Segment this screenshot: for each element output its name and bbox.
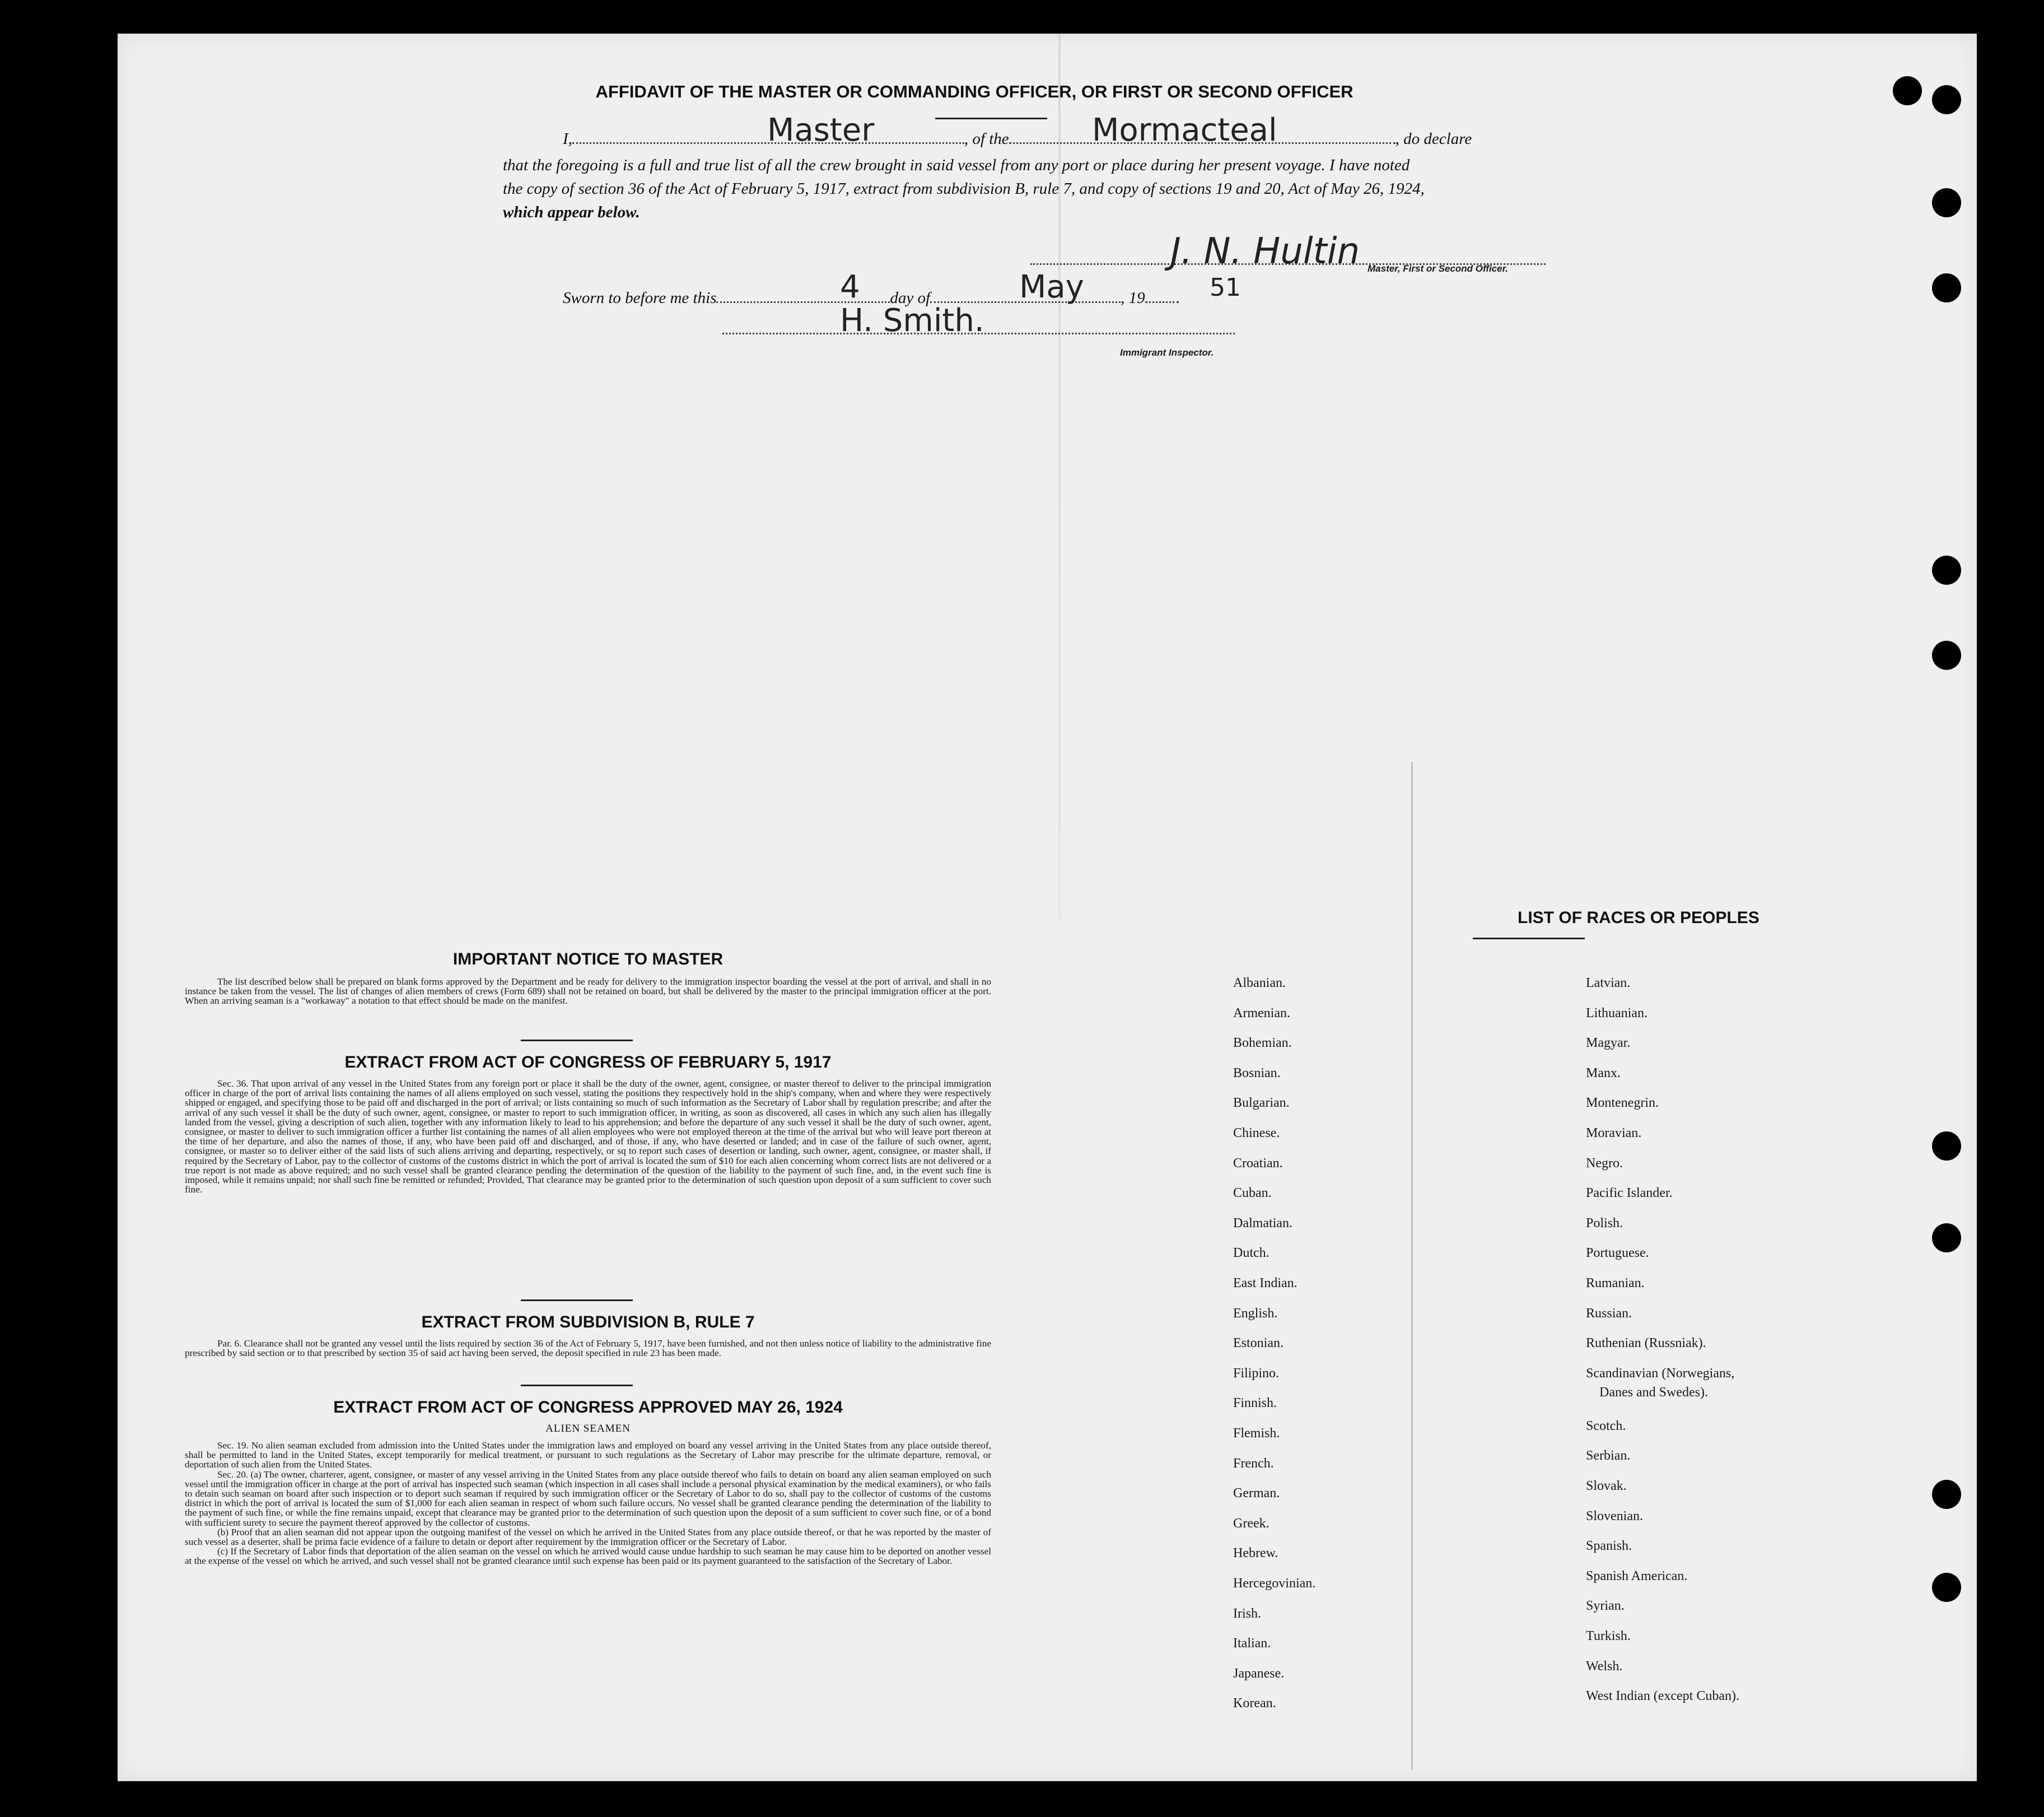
race-item: Polish. xyxy=(1586,1215,1623,1231)
extract-1924-text xyxy=(185,1441,991,1566)
race-item: Portuguese. xyxy=(1586,1246,1649,1261)
affidavit-prefix: I, xyxy=(563,130,572,148)
race-item: Russian. xyxy=(1586,1306,1632,1321)
extract-1917-text xyxy=(185,1079,991,1194)
extract-rule7-title: EXTRACT FROM SUBDIVISION B, RULE 7 xyxy=(421,1313,755,1331)
punch-hole xyxy=(1932,641,1961,670)
race-item: French. xyxy=(1233,1456,1274,1471)
race-item: Magyar. xyxy=(1586,1036,1631,1051)
punch-hole xyxy=(1893,76,1922,105)
race-item: Filipino. xyxy=(1233,1366,1280,1381)
races-title-rule xyxy=(1473,938,1585,939)
race-item: Manx. xyxy=(1586,1065,1621,1080)
race-item: Bulgarian. xyxy=(1233,1096,1290,1111)
document-page xyxy=(118,34,1977,1781)
sworn-year-prefix: , 19 xyxy=(1121,289,1145,307)
punch-hole xyxy=(1932,556,1961,585)
affidavit-line-1 xyxy=(563,130,1472,148)
race-item: Korean. xyxy=(1233,1696,1276,1711)
race-item: East Indian. xyxy=(1233,1276,1298,1290)
sec-20c-paragraph: (c) If the Secretary of Labor finds that deportation of the alien seaman on the vessel on which he arrived would cause undue hardship to such seaman he may cause him to be deported on another vessel at the expense of the vessel on which he arrived, and such vessel shall not be granted clearance until such expense has been paid or its payment guaranteed to the satisfaction of the Secretary of Labor. xyxy=(185,1546,991,1567)
extract-rule7-paragraph: Par. 6. Clearance shall not be granted any vessel until the lists required by section 36 of the Act of February 5, 1917, have been furnished, and not then unless notice of liability to the administrative fine prescribed by said section or to that prescribed by section 35 of said act having been served, the deposit specified in rule 23 has been made. xyxy=(185,1338,991,1359)
race-item: Latvian. xyxy=(1586,976,1631,990)
punch-hole xyxy=(1932,273,1961,302)
sec-20b-paragraph: (b) Proof that an alien seaman did not appear upon the outgoing manifest of the vessel on which he arrived in the United States from any place outside thereof, or that he was reported by the master of such vessel as a deserter, shall be prima facie evidence of a failure to detain or deport after requirement by the immigration officer or the Secretary of Labor. xyxy=(185,1526,991,1548)
punch-hole xyxy=(1932,85,1961,114)
race-item: Slovak. xyxy=(1586,1479,1627,1493)
punch-hole xyxy=(1932,188,1961,217)
race-item: Pacific Islander. xyxy=(1586,1186,1673,1201)
extract-1924-subtitle: ALIEN SEAMEN xyxy=(545,1423,631,1434)
notice-title: IMPORTANT NOTICE TO MASTER xyxy=(452,950,724,968)
race-item: Negro. xyxy=(1586,1156,1623,1171)
race-item: Cuban. xyxy=(1233,1186,1272,1201)
race-item: Hebrew. xyxy=(1233,1546,1278,1561)
vessel-handwritten: Mormacteal xyxy=(1092,112,1277,148)
race-item: Syrian. xyxy=(1586,1599,1625,1614)
punch-hole xyxy=(1932,1131,1961,1161)
signature-handwritten: J. N. Hultin xyxy=(1170,231,1360,272)
races-title: LIST OF RACES OR PEOPLES xyxy=(1518,908,1760,927)
sworn-prefix: Sworn to before me this xyxy=(563,289,717,307)
notice-paragraph: The list described below shall be prepared on blank forms approved by the Department and be ready for delivery to the immigration inspector boarding the vessel at the port of arrival, and shall in no instance be taken from the vessel. The list of changes of alien members of crews (Form 689) shall not be retained on board, but shall be delivered by the master to the principal immigration officer at the port. When an arriving seaman is a "workaway" a notation to that effect should be made on the manifest. xyxy=(185,976,991,1007)
extract-rule7-text xyxy=(185,1339,991,1358)
race-item: Spanish. xyxy=(1586,1539,1632,1554)
race-item: German. xyxy=(1233,1486,1280,1501)
race-item: Welsh. xyxy=(1586,1658,1623,1674)
rank-handwritten: Master xyxy=(767,112,875,148)
race-item: English. xyxy=(1233,1306,1278,1321)
race-item: Armenian. xyxy=(1233,1005,1290,1021)
race-item: Slovenian. xyxy=(1586,1508,1643,1524)
notice-rule xyxy=(521,1040,633,1041)
inspector-caption: Immigrant Inspector. xyxy=(1120,347,1214,358)
race-item: Moravian. xyxy=(1586,1126,1642,1140)
affidavit-title-rule xyxy=(935,118,1047,119)
sworn-month-handwritten: May xyxy=(1019,269,1084,305)
sec-19-paragraph: Sec. 19. No alien seaman excluded from admission into the United States under the immigration laws and employed on board any vessel arriving in the United States from any place outside thereof, shall be permitted to land in the United States, except temporarily for medical treatment, or pursuant to such regulations as the Secretary of Labor may prescribe for the ultimate departure, removal, or deportation of such alien from the United States. xyxy=(185,1440,991,1470)
race-item: Japanese. xyxy=(1233,1666,1285,1681)
race-item: Bosnian. xyxy=(1233,1065,1281,1080)
sworn-day-label: day of xyxy=(890,289,931,307)
race-item: Finnish. xyxy=(1233,1396,1277,1411)
race-item: Hercegovinian. xyxy=(1233,1576,1316,1591)
race-item: Bohemian. xyxy=(1233,1036,1292,1051)
punch-hole xyxy=(1932,1480,1961,1509)
race-item: Rumanian. xyxy=(1586,1276,1645,1290)
race-item: Irish. xyxy=(1233,1606,1261,1621)
sworn-day-handwritten: 4 xyxy=(840,269,860,305)
race-item: Chinese. xyxy=(1233,1126,1280,1140)
affidavit-title: AFFIDAVIT OF THE MASTER OR COMMANDING OFFICER, OR FIRST OR SECOND OFFICER xyxy=(595,82,1354,101)
extract-1924-title: EXTRACT FROM ACT OF CONGRESS APPROVED MAY 26, 1924 xyxy=(333,1398,843,1417)
race-item: Spanish American. xyxy=(1586,1568,1688,1583)
race-item: Serbian. xyxy=(1586,1448,1631,1464)
race-item: Montenegrin. xyxy=(1586,1096,1659,1111)
affidavit-suffix: , do declare xyxy=(1395,130,1472,148)
race-item: Danes and Swedes). xyxy=(1599,1385,1708,1400)
race-item: Turkish. xyxy=(1586,1629,1631,1643)
race-item: Italian. xyxy=(1233,1636,1271,1651)
race-item: Flemish. xyxy=(1233,1426,1280,1441)
race-item: Lithuanian. xyxy=(1586,1005,1648,1021)
race-item: Croatian. xyxy=(1233,1156,1283,1171)
extract-rule7-rule xyxy=(521,1385,633,1386)
inspector-handwritten: H. Smith. xyxy=(840,302,984,339)
race-item: Greek. xyxy=(1233,1516,1270,1531)
affidavit-body-3: which appear below. xyxy=(503,203,640,221)
race-item: Scandinavian (Norwegians, xyxy=(1586,1366,1735,1381)
race-item: Scotch. xyxy=(1586,1418,1626,1433)
race-item: Estonian. xyxy=(1233,1336,1284,1351)
extract-1917-title: EXTRACT FROM ACT OF CONGRESS OF FEBRUARY 5, 1917 xyxy=(344,1053,832,1071)
sec-20a-paragraph: Sec. 20. (a) The owner, charterer, agent, consignee, or master of any vessel arriving in the United States from any place outside thereof who fails to detain on board any alien seaman employed on such vessel until the immigration officer in charge at the port of arrival has inspected such seaman (which inspection in all cases shall include a personal physical examination by the medical examiners), or who fails to detain such seaman on board after such inspection or to deport such seaman if required by such immigration officer or the Secretary of Labor to do so, shall pay to the collector of customs of the customs district in which the port of arrival is located the sum of $1,000 for each alien seaman in respect of whom such failure occurs. No vessel shall be granted clearance pending the determination of the liability to the payment of such fine, or while the fine remains unpaid, except that clearance may be granted prior to the determination of such question upon the deposit of a sum sufficient to cover such fine, or of a bond with sufficient surety to secure the payment thereof approved by the collector of customs. xyxy=(185,1469,991,1528)
sworn-year-field xyxy=(1145,301,1179,303)
race-item: West Indian (except Cuban). xyxy=(1586,1689,1739,1704)
affidavit-body-2: the copy of section 36 of the Act of February 5, 1917, extract from subdivision B, rule 7, and copy of sections 19 and 20, Act of May 26, 1924, xyxy=(503,180,1425,198)
punch-hole xyxy=(1932,1223,1961,1252)
race-item: Dalmatian. xyxy=(1233,1215,1292,1231)
extract-1917-rule xyxy=(521,1299,633,1301)
race-item: Ruthenian (Russniak). xyxy=(1586,1336,1706,1351)
affidavit-body-1: that the foregoing is a full and true list of all the crew brought in said vessel from any port or place during her present voyage. I have noted xyxy=(503,156,1410,174)
notice-text xyxy=(185,977,991,1006)
signature-caption: Master, First or Second Officer. xyxy=(1368,263,1508,274)
punch-hole xyxy=(1932,1573,1961,1602)
sworn-year-handwritten: 51 xyxy=(1210,273,1241,302)
race-item: Albanian. xyxy=(1233,976,1286,990)
affidavit-mid: , of the xyxy=(964,130,1009,148)
extract-1917-paragraph: Sec. 36. That upon arrival of any vessel in the United States from any foreign port or place it shall be the duty of the owner, agent, consignee, or master thereof to deliver to the principal immigration officer in charge of the port of arrival lists containing the names of all aliens employed on such vessel, stating the positions they respectively hold in the ship's company, when and where they were respectively shipped or engaged, and specifying those to be paid off and discharged in the port of arrival; or lists containing so much of such information as the Secretary of Labor shall by regulation prescribe; and after the arrival of any such vessel it shall be the duty of such owner, agent, consignee, or master to report to such immigration officer, in writing, as soon as discovered, all cases in which any such alien has illegally landed from the vessel, giving a description of such alien, together with any information likely to lead to his apprehension; and before the departure of any such vessel it shall be the duty of such owner, agent, consignee, or master to deliver to such immigration officer a further list containing the names of all alien employees who were not employed thereon at the time of the arrival but who will leave port thereon at the time of her departure, and also the names of those, if any, who have been paid off and discharged, and of those, if any, who have deserted or landed; and in case of the failure of such owner, agent, consignee, or master so to deliver either of the said lists of such aliens arriving and departing, respectively, or sq to report such cases of desertion or landing, such owner, agent, consignee, or master shall, if required by the Secretary of Labor, pay to the collector of customs of the customs district in which the port of arrival is located the sum of $10 for each alien concerning whom correct lists are not delivered or a true report is not made as above required; and no such vessel shall be granted clearance pending the determination of the question of the liability to the payment of such fine, and, in the event such fine is imposed, while it remains unpaid; nor shall such fine be remitted or refunded; Provided, That clearance may be granted prior to the determination of such question upon deposit of a sum sufficient to cover such fine. xyxy=(185,1078,991,1195)
race-item: Dutch. xyxy=(1233,1246,1270,1261)
